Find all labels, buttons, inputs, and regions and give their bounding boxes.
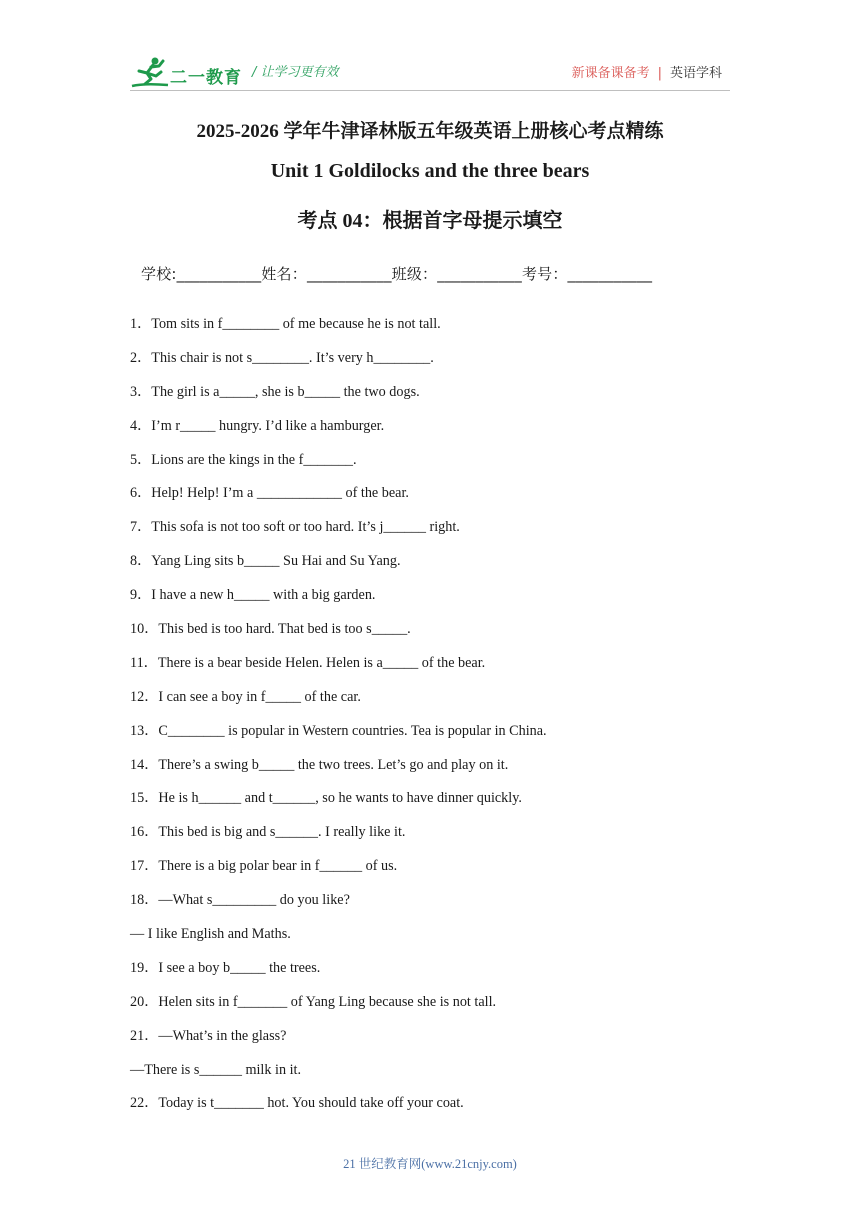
question-item: 11．There is a bear beside Helen. Helen is a_____ of the bear. <box>130 654 486 671</box>
doc-title: 2025-2026 学年牛津译林版五年级英语上册核心考点精练 <box>196 121 664 142</box>
question-item: 16．This bed is big and s______. I really like it. <box>130 824 406 841</box>
brand-logo <box>130 56 240 90</box>
logo-text: 二一教育 <box>170 68 242 88</box>
slogan: / 让学习更有效 <box>252 65 339 80</box>
student-info-line: 学校:___________姓名：___________班级：___________考号：___________ <box>141 265 653 283</box>
question-item: 4．I’m r_____ hungry. I’d like a hamburger. <box>130 417 385 434</box>
running-man-icon <box>130 56 170 90</box>
question-item: 6．Help! Help! I’m a ____________ of the bear. <box>130 485 409 502</box>
question-item: 14．There’s a swing b_____ the two trees. Let’s go and play on it. <box>130 756 509 773</box>
subject-label: 英语学科 <box>669 66 722 81</box>
question-item: 1．Tom sits in f________ of me because he is not tall. <box>130 316 441 332</box>
header-divider <box>130 90 730 91</box>
question-item: 15．He is h______ and t______, so he wants to have dinner quickly. <box>130 790 522 807</box>
header-tagline: 新课备课备考 <box>571 66 650 81</box>
unit-title: Unit 1 Goldilocks and the three bears <box>270 160 590 182</box>
question-item: 22．Today is t_______ hot. You should take off your coat. <box>130 1095 464 1112</box>
question-item: 8．Yang Ling sits b_____ Su Hai and Su Yang. <box>130 553 401 570</box>
question-item: 7．This sofa is not too soft or too hard. It’s j______ right. <box>130 519 460 536</box>
question-item: 5．Lions are the kings in the f_______. <box>130 451 357 468</box>
footer-source: 21 世纪教育网(www.21cnjy.com) <box>343 1157 517 1171</box>
question-item: 3．The girl is a_____, she is b_____ the two dogs. <box>130 383 420 400</box>
question-item: 21．—What’s in the glass? <box>130 1027 287 1044</box>
question-item: 19．I see a boy b_____ the trees. <box>130 959 321 976</box>
answer-line: — I like English and Maths. <box>130 926 291 943</box>
topic-title: 考点 04：根据首字母提示填空 <box>297 210 563 232</box>
question-item: 9．I have a new h_____ with a big garden. <box>130 587 376 604</box>
page-header <box>0 0 860 100</box>
question-item: 20．Helen sits in f_______ of Yang Ling because she is not tall. <box>130 993 497 1010</box>
question-item: 17．There is a big polar bear in f______ of us. <box>130 858 398 875</box>
answer-line: —There is s______ milk in it. <box>130 1061 302 1078</box>
question-item: 12．I can see a boy in f_____ of the car. <box>130 688 361 705</box>
header-separator: | <box>657 66 662 81</box>
question-list <box>130 314 750 1127</box>
question-item: 10．This bed is too hard. That bed is too s_____. <box>130 621 411 638</box>
question-item: 13．C________ is popular in Western countries. Tea is popular in China. <box>130 722 547 739</box>
question-item: 18．—What s_________ do you like? <box>130 892 350 909</box>
question-item: 2．This chair is not s________. It’s very h________. <box>130 349 434 366</box>
header-right <box>572 62 722 81</box>
